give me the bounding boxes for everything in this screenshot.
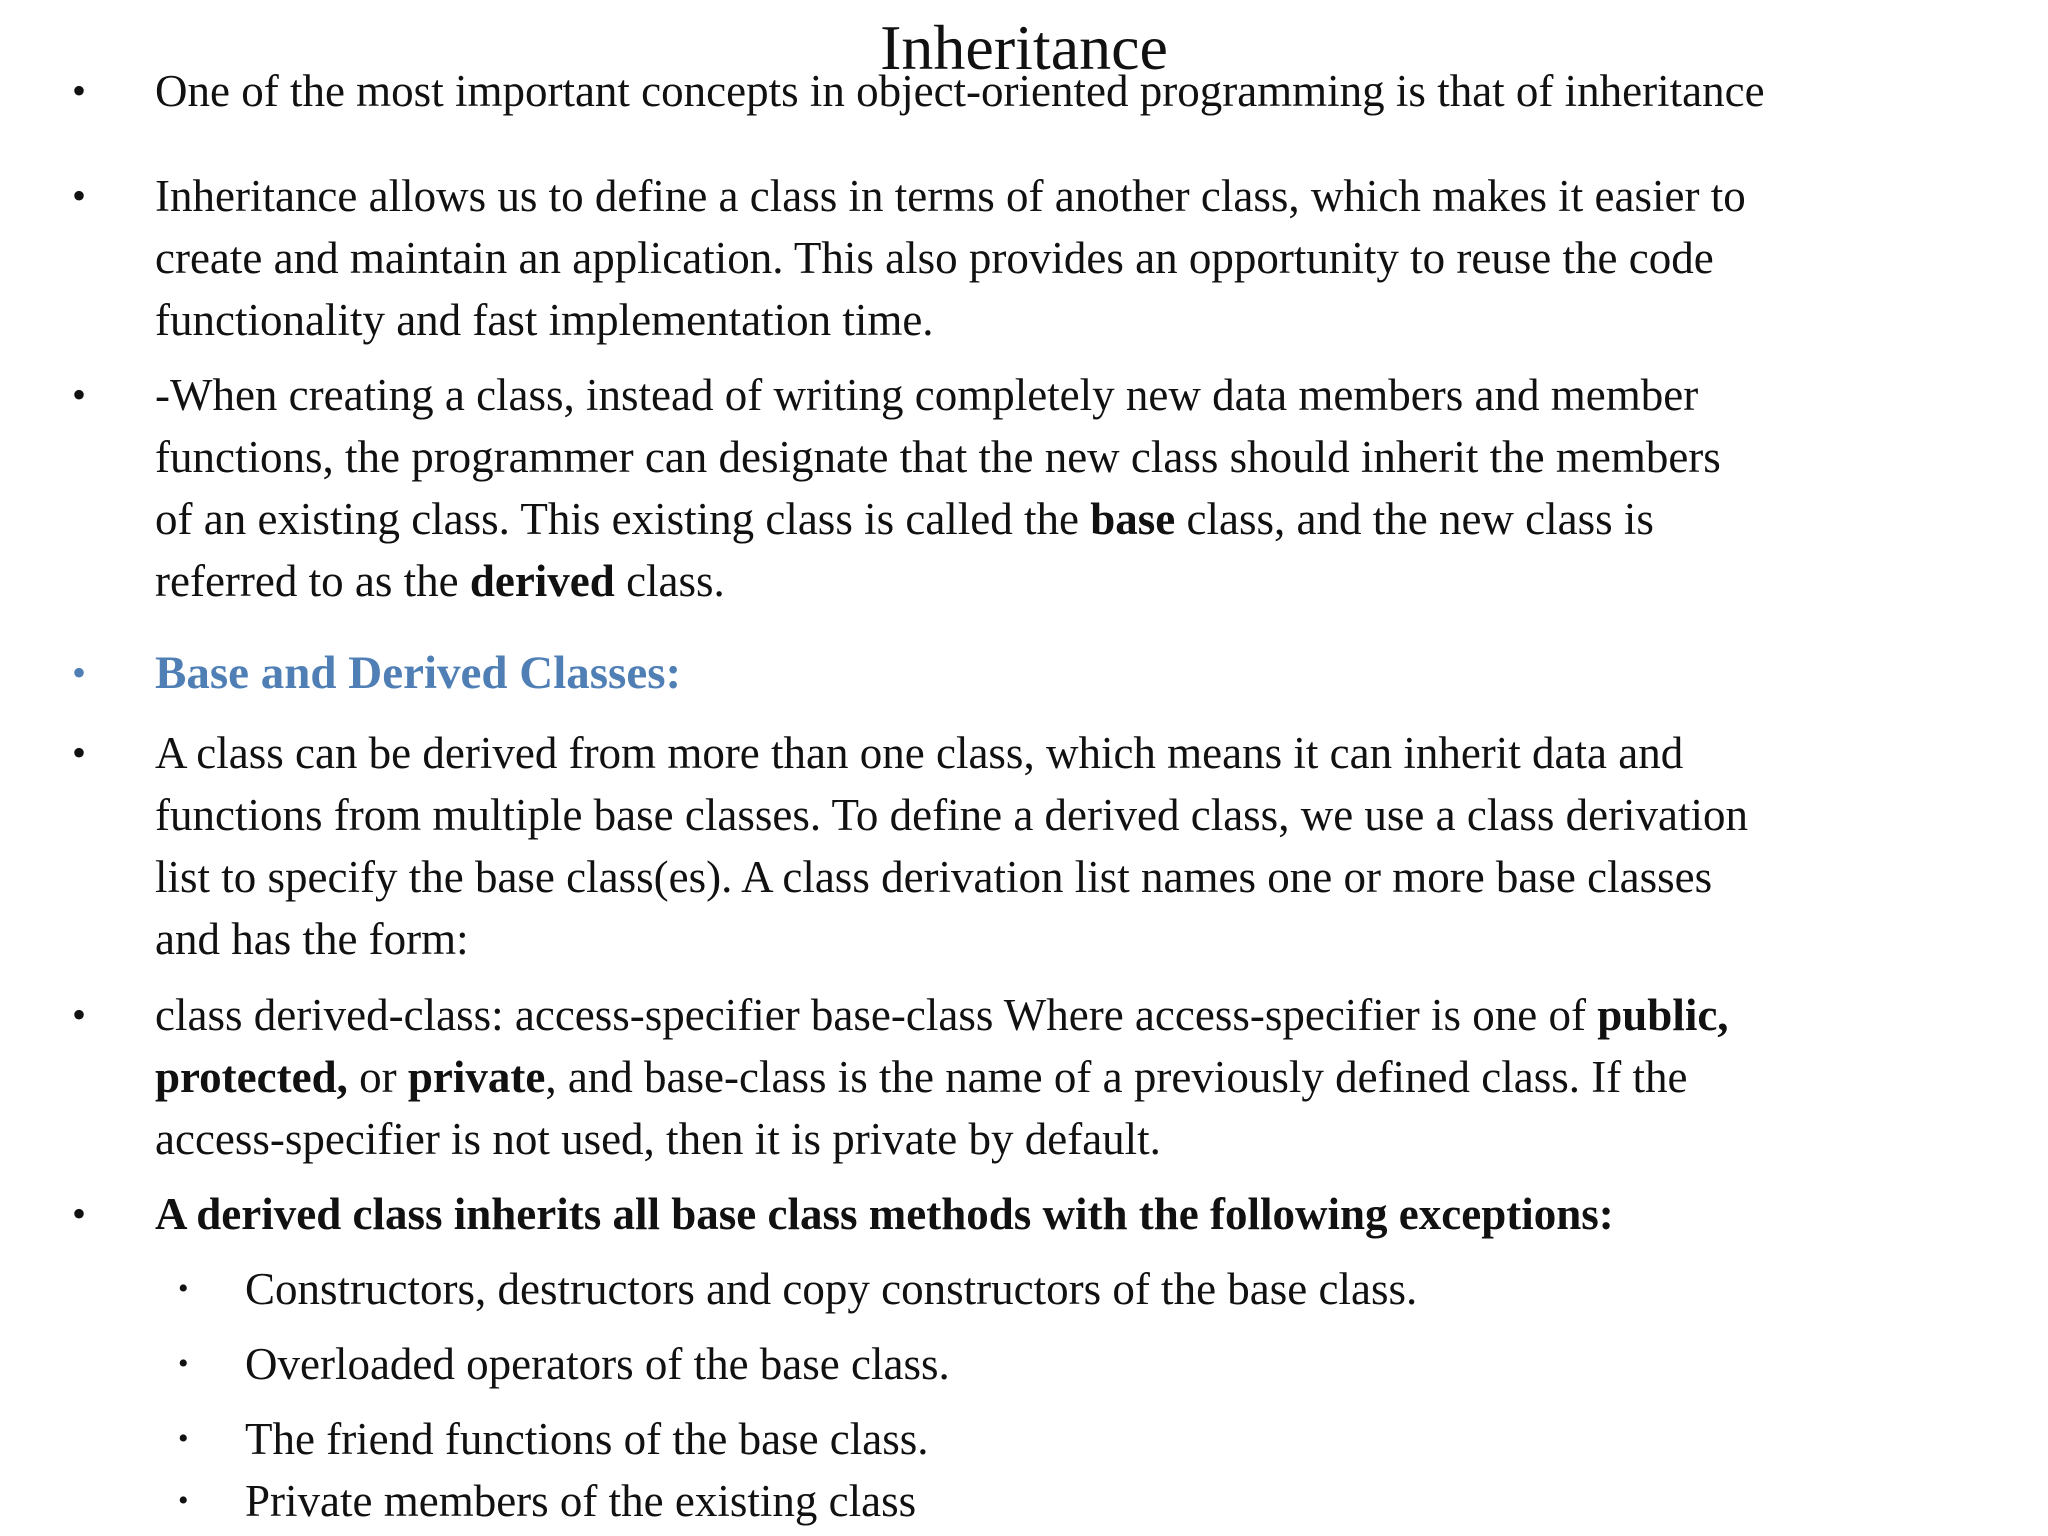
bullet-icon: • — [178, 1484, 189, 1517]
keyword-derived: derived — [469, 556, 615, 606]
bullet-icon: • — [72, 173, 87, 218]
bullet-icon: • — [72, 730, 87, 775]
text-line: list to specify the base class(es). A class derivation list names one or more base classes — [155, 852, 1713, 902]
bullet-icon: • — [72, 1191, 87, 1236]
item-text — [245, 1470, 2048, 1532]
item-text — [155, 165, 2035, 351]
text-segment: class, and the new class is — [1175, 494, 1654, 544]
keyword-protected: protected, — [155, 1052, 348, 1102]
text-line — [155, 984, 2035, 1046]
text-line: and has the form: — [155, 914, 469, 964]
item-text — [245, 1408, 2048, 1470]
text-line: access-specifier is not used, then it is private by default. — [155, 1114, 1161, 1164]
bullet-icon: • — [178, 1422, 189, 1455]
bullet-icon: • — [178, 1347, 189, 1380]
text-segment: class. — [614, 556, 725, 606]
text-line-bold: A derived class inherits all base class methods with the following exceptions: — [155, 1189, 1614, 1239]
bullet-icon: • — [72, 372, 87, 417]
text-line: functions, the programmer can designate that the new class should inherit the members — [155, 432, 1721, 482]
text-segment: , and base-class is the name of a previously defined class. If the — [545, 1052, 1688, 1102]
bullet-icon: • — [72, 650, 87, 695]
text-line — [155, 1046, 2035, 1108]
item-text — [155, 722, 2035, 970]
text-segment: or — [347, 1052, 408, 1102]
bullet-icon: • — [72, 992, 87, 1037]
text-line: Inheritance allows us to define a class in terms of another class, which makes it easier to — [155, 171, 1746, 221]
text-line — [155, 488, 2035, 550]
heading-text: Base and Derived Classes: — [155, 647, 682, 699]
text-segment: of an existing class. This existing class is called the — [155, 494, 1091, 544]
item-text — [245, 1333, 2048, 1395]
bullet-icon: • — [178, 1272, 189, 1305]
text-line: A class can be derived from more than one class, which means it can inherit data and — [155, 728, 1684, 778]
text-segment: class derived-class: access-specifier base-class Where access-specifier is one of — [155, 990, 1598, 1040]
text-line: Constructors, destructors and copy constructors of the base class. — [245, 1264, 1418, 1314]
text-line: -When creating a class, instead of writing completely new data members and member — [155, 370, 1699, 420]
text-segment: referred to as the — [155, 556, 470, 606]
keyword-private: private — [407, 1052, 546, 1102]
item-text — [155, 1183, 2035, 1245]
text-line: One of the most important concepts in object-oriented programming is that of inheritance — [155, 66, 1765, 116]
item-text — [245, 1258, 2048, 1320]
text-line: functions from multiple base classes. To define a derived class, we use a class derivation — [155, 790, 1749, 840]
item-text — [155, 60, 2035, 122]
text-line: The friend functions of the base class. — [245, 1414, 929, 1464]
keyword-public: public, — [1597, 990, 1729, 1040]
text-line: functionality and fast implementation time. — [155, 295, 934, 345]
text-line: create and maintain an application. This also provides an opportunity to reuse the code — [155, 233, 1714, 283]
item-text — [155, 364, 2035, 612]
text-line — [155, 550, 2035, 612]
bullet-icon: • — [72, 68, 87, 113]
item-text — [155, 984, 2035, 1170]
item-text — [155, 642, 2035, 704]
text-line: Private members of the existing class — [245, 1476, 917, 1526]
page-title: Inheritance — [880, 12, 1168, 83]
text-line: Overloaded operators of the base class. — [245, 1339, 950, 1389]
keyword-base: base — [1090, 494, 1176, 544]
